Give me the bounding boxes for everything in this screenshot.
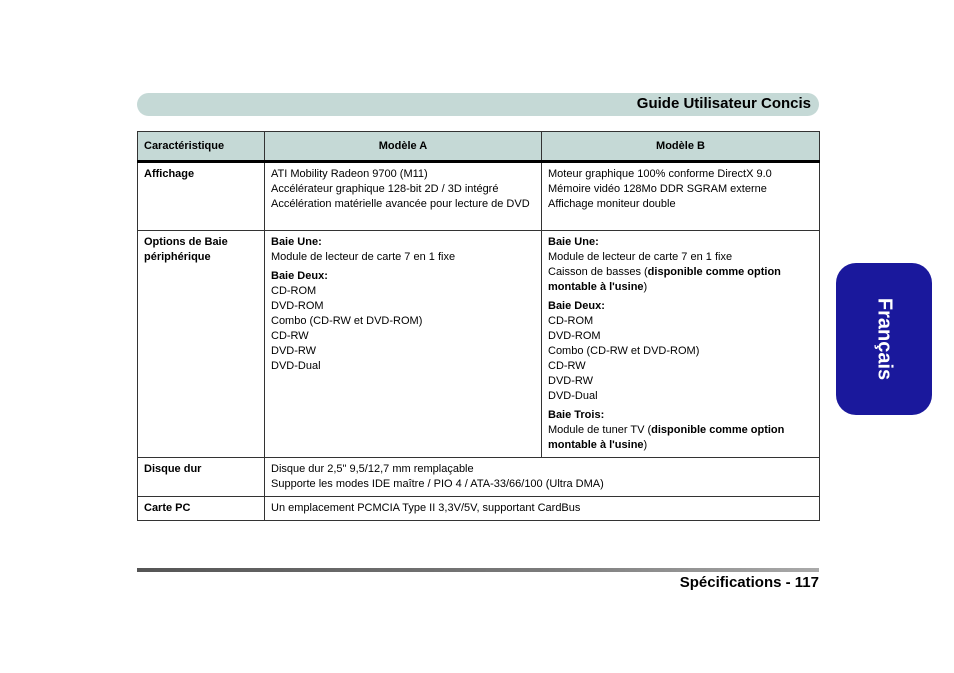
text-line: DVD-ROM	[271, 300, 324, 312]
col-header-feature: Caractéristique	[138, 132, 265, 162]
language-tab-label: Français	[873, 297, 896, 381]
bay-one-title: Baie Une:	[271, 236, 322, 248]
text-line: CD-ROM	[271, 285, 317, 297]
text-line: Module de lecteur de carte 7 en 1 fixe	[271, 251, 456, 263]
text-fragment: Module de tuner TV (	[548, 424, 652, 436]
text-line: Combo (CD-RW et DVD-ROM)	[548, 345, 700, 357]
text-line: Combo (CD-RW et DVD-ROM)	[271, 315, 423, 327]
text-line: Disque dur 2,5" 9,5/12,7 mm remplaçable	[271, 463, 474, 475]
language-tab	[836, 263, 932, 415]
table-header-row	[138, 132, 820, 162]
text-line: ATI Mobility Radeon 9700 (M11)	[271, 168, 428, 180]
text-fragment: Caisson de basses (	[548, 266, 648, 278]
tv-tuner-line	[548, 423, 813, 453]
row-label-disque-dur: Disque dur	[138, 458, 265, 497]
text-line: CD-RW	[548, 360, 586, 372]
table-row-options-baie	[138, 231, 820, 458]
factory-option-note: disponible comme option montable à l'usine	[548, 266, 781, 293]
text-line: Moteur graphique 100% conforme DirectX 9.0	[548, 168, 772, 180]
factory-option-note: disponible comme option montable à l'usine	[548, 424, 785, 451]
text-line: Supporte les modes IDE maître / PIO 4 / ATA-33/66/100 (Ultra DMA)	[271, 478, 604, 490]
text-line: Mémoire vidéo 128Mo DDR SGRAM externe	[548, 183, 767, 195]
col-header-model-a: Modèle A	[265, 132, 542, 162]
text-line: Affichage moniteur double	[548, 198, 676, 210]
bay-two-title: Baie Deux:	[548, 300, 605, 312]
col-header-model-b: Modèle B	[542, 132, 820, 162]
bay-two-title: Baie Deux:	[271, 270, 328, 282]
subwoofer-line	[548, 265, 813, 295]
bay-one-title: Baie Une:	[548, 236, 599, 248]
row-label-carte-pc: Carte PC	[138, 497, 265, 521]
disque-dur-value	[265, 458, 820, 497]
header-bar	[137, 93, 819, 116]
text-line: DVD-Dual	[271, 360, 321, 372]
options-model-a	[265, 231, 542, 458]
table-row-disque-dur	[138, 458, 820, 497]
footer-rule	[137, 568, 819, 572]
text-line: Accélérateur graphique 128-bit 2D / 3D intégré	[271, 183, 499, 195]
text-fragment: )	[643, 439, 648, 451]
spec-table	[137, 131, 820, 521]
bay-three-title: Baie Trois:	[548, 409, 605, 421]
text-fragment: )	[643, 281, 648, 293]
text-line: Un emplacement PCMCIA Type II 3,3V/5V, supportant CardBus	[271, 502, 581, 514]
table-row-carte-pc	[138, 497, 820, 521]
page-header-title: Guide Utilisateur Concis	[636, 95, 811, 112]
affichage-model-a	[265, 162, 542, 231]
text-line: CD-ROM	[548, 315, 594, 327]
page-footer: Spécifications - 117	[679, 574, 819, 591]
text-line: DVD-RW	[271, 345, 317, 357]
text-line: Module de lecteur de carte 7 en 1 fixe	[548, 251, 733, 263]
carte-pc-value	[265, 497, 820, 521]
row-label-affichage: Affichage	[138, 162, 265, 231]
table-row-affichage	[138, 162, 820, 231]
text-line: Accélération matérielle avancée pour lecture de DVD	[271, 198, 530, 210]
row-label-options-baie: Options de Baie périphérique	[138, 231, 265, 458]
text-line: DVD-Dual	[548, 390, 598, 402]
text-line: DVD-ROM	[548, 330, 601, 342]
text-line: DVD-RW	[548, 375, 594, 387]
options-model-b	[542, 231, 820, 458]
text-line: CD-RW	[271, 330, 309, 342]
affichage-model-b	[542, 162, 820, 231]
